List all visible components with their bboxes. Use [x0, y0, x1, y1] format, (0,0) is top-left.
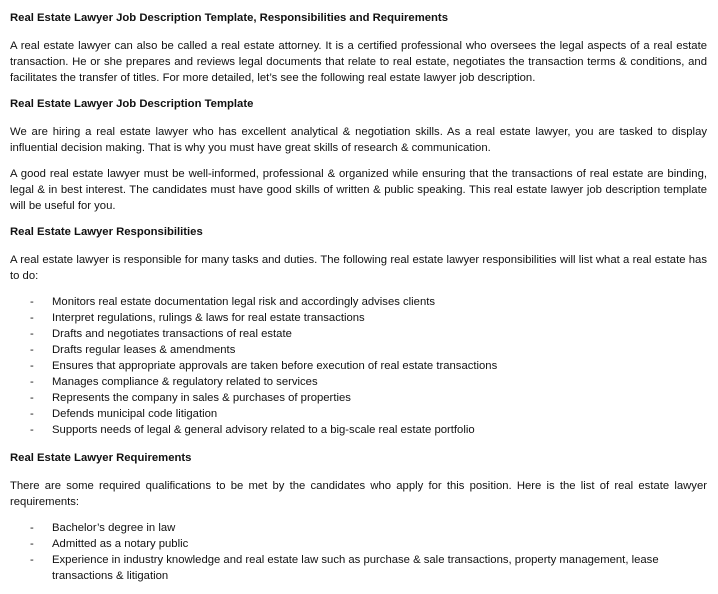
requirements-heading: Real Estate Lawyer Requirements — [10, 452, 192, 464]
dash-bullet: - — [30, 522, 34, 534]
dash-bullet: - — [30, 344, 34, 356]
dash-bullet: - — [30, 296, 34, 308]
list-item: - Drafts and negotiates transactions of real estate — [30, 328, 292, 340]
responsibilities-list — [10, 294, 707, 438]
list-item: - Defends municipal code litigation — [30, 408, 218, 420]
requirements-intro: There are some required qualifications to be met by the candidates who apply for this position. Here is the list of real estate lawyer requirements: — [10, 480, 707, 508]
intro-paragraph: A real estate lawyer can also be called a real estate attorney. It is a certified professional who oversees the legal aspects of a real estate transaction. He or she prepares and reviews legal documents that relate to real estate, negotiates the transaction terms & conditions, and facilitates the transfer of titles. For more detailed, let’s see the following real estate lawyer job description. — [10, 40, 707, 84]
dash-bullet: - — [30, 312, 34, 324]
list-item: - Drafts regular leases & amendments — [30, 344, 236, 356]
dash-bullet: - — [30, 424, 34, 436]
template-paragraph-1: We are hiring a real estate lawyer who has excellent analytical & negotiation skills. As a real estate lawyer, you are tasked to display influential decision making. That is why you must have great skills of research & communication. — [10, 126, 707, 154]
document-title: Real Estate Lawyer Job Description Template, Responsibilities and Requirements — [10, 12, 448, 24]
requirements-list — [10, 520, 707, 584]
template-heading: Real Estate Lawyer Job Description Template — [10, 98, 254, 110]
dash-bullet: - — [30, 360, 34, 372]
list-item: - Monitors real estate documentation legal risk and accordingly advises clients — [30, 296, 436, 308]
list-item: - Bachelor’s degree in law — [30, 522, 176, 534]
list-item: - Experience in industry knowledge and real estate law such as purchase & sale transactions, property management, lease transactions & litigation — [30, 554, 659, 582]
list-item: - Admitted as a notary public — [30, 538, 189, 550]
dash-bullet: - — [30, 392, 34, 404]
dash-bullet: - — [30, 538, 34, 550]
dash-bullet: - — [30, 554, 34, 566]
list-item: - Supports needs of legal & general advisory related to a big-scale real estate portfolio — [30, 424, 475, 436]
dash-bullet: - — [30, 376, 34, 388]
list-item: - Manages compliance & regulatory related to services — [30, 376, 318, 388]
list-item: - Interpret regulations, rulings & laws for real estate transactions — [30, 312, 365, 324]
responsibilities-intro: A real estate lawyer is responsible for many tasks and duties. The following real estate lawyer responsibilities will list what a real estate has to do: — [10, 254, 707, 282]
list-item: - Represents the company in sales & purchases of properties — [30, 392, 351, 404]
responsibilities-heading: Real Estate Lawyer Responsibilities — [10, 226, 203, 238]
dash-bullet: - — [30, 408, 34, 420]
dash-bullet: - — [30, 328, 34, 340]
list-item: - Ensures that appropriate approvals are taken before execution of real estate transactions — [30, 360, 498, 372]
template-paragraph-2: A good real estate lawyer must be well-informed, professional & organized while ensuring that the transactions of real estate are binding, legal & in best interest. The candidates must have good skills of written & public speaking. This real estate lawyer job description template will be useful for you. — [10, 168, 707, 212]
